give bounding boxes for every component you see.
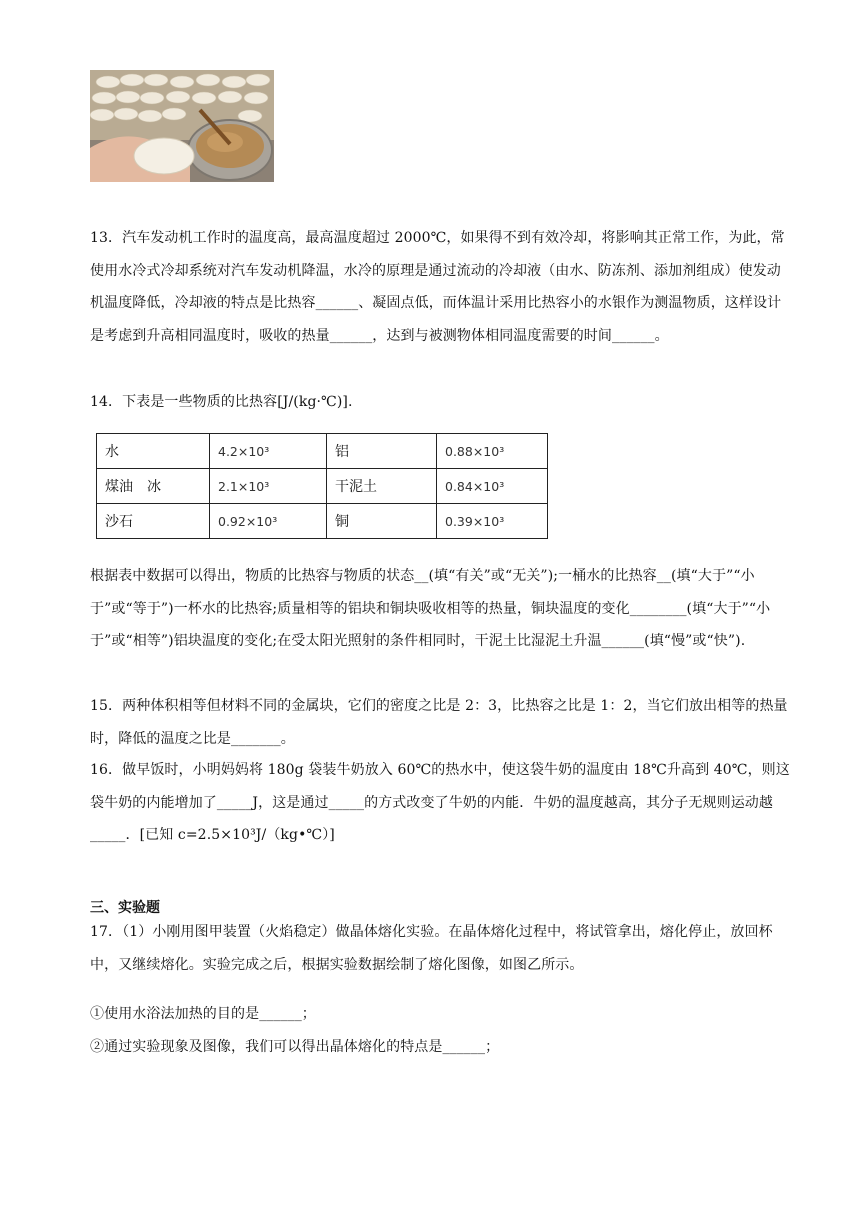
section-heading: 三、实验题: [90, 900, 160, 916]
question-14-text: 根据表中数据可以得出，物质的比热容与物质的状态__(填“有关”或“无关”);一桶水的比热容__(填“大于”“小于”或“等于”)一杯水的比热容;质量相等的铝块和铜块吸收相等的热量，铜块温度的变化________(填“大于”“小于”或“相等”)铝块温度的变化;在受太阳光照射的条件相同时，干泥土比湿泥土升温______(填“慢”或“快”).: [90, 568, 771, 649]
table-row: [97, 469, 548, 504]
question-15: 15．两种体积相等但材料不同的金属块，它们的密度之比是 2：3，比热容之比是 1：2，当它们放出相等的热量时，降低的温度之比是_______。: [90, 698, 788, 747]
table-row: [97, 504, 548, 539]
table-cell: 铜: [327, 504, 437, 539]
question-17: 17．（1）小刚用图甲装置（火焰稳定）做晶体熔化实验。在晶体熔化过程中，将试管拿出，熔化停止，放回杯中，又继续熔化。实验完成之后，根据实验数据绘制了熔化图像，如图乙所示。: [90, 924, 773, 973]
table-cell: 4.2×10³: [210, 434, 327, 469]
question-17-item-1: ①使用水浴法加热的目的是______；: [90, 1006, 316, 1022]
table-cell: 煤油 冰: [97, 469, 210, 504]
table-cell: 0.84×10³: [437, 469, 548, 504]
question-13: 13．汽车发动机工作时的温度高，最高温度超过 2000℃，如果得不到有效冷却，将影响其正常工作，为此，常使用水冷式冷却系统对汽车发动机降温，水冷的原理是通过流动的冷却液（由水、防冻剂、添加剂组成）使发动机温度降低，冷却液的特点是比热容______、凝固点低，而体温计采用比热容小的水银作为测温物质，这样设计是考虑到升高相同温度时，吸收的热量______，达到与被测物体相同温度需要的时间______。: [90, 230, 785, 344]
dumpling-photo: [90, 70, 274, 182]
table-cell: 2.1×10³: [210, 469, 327, 504]
table-cell: 0.88×10³: [437, 434, 548, 469]
table-row: [97, 434, 548, 469]
table-cell: 0.39×10³: [437, 504, 548, 539]
table-cell: 干泥土: [327, 469, 437, 504]
table-cell: 水: [97, 434, 210, 469]
table-cell: 0.92×10³: [210, 504, 327, 539]
question-17-item-2: ②通过实验现象及图像，我们可以得出晶体熔化的特点是______；: [90, 1039, 500, 1055]
question-16: 16．做早饭时，小明妈妈将 180g 袋装牛奶放入 60℃的热水中，使这袋牛奶的温度由 18℃升高到 40℃，则这袋牛奶的内能增加了_____J，这是通过_____的方式改变了牛奶的内能．牛奶的温度越高，其分子无规则运动越_____．[已知 c=2.5×10³J/（kg•℃）]: [90, 762, 790, 843]
table-cell: 沙石: [97, 504, 210, 539]
table-cell: 铝: [327, 434, 437, 469]
question-14-intro: 14．下表是一些物质的比热容[J/(kg·℃)].: [90, 394, 353, 410]
specific-heat-table: [96, 433, 548, 539]
